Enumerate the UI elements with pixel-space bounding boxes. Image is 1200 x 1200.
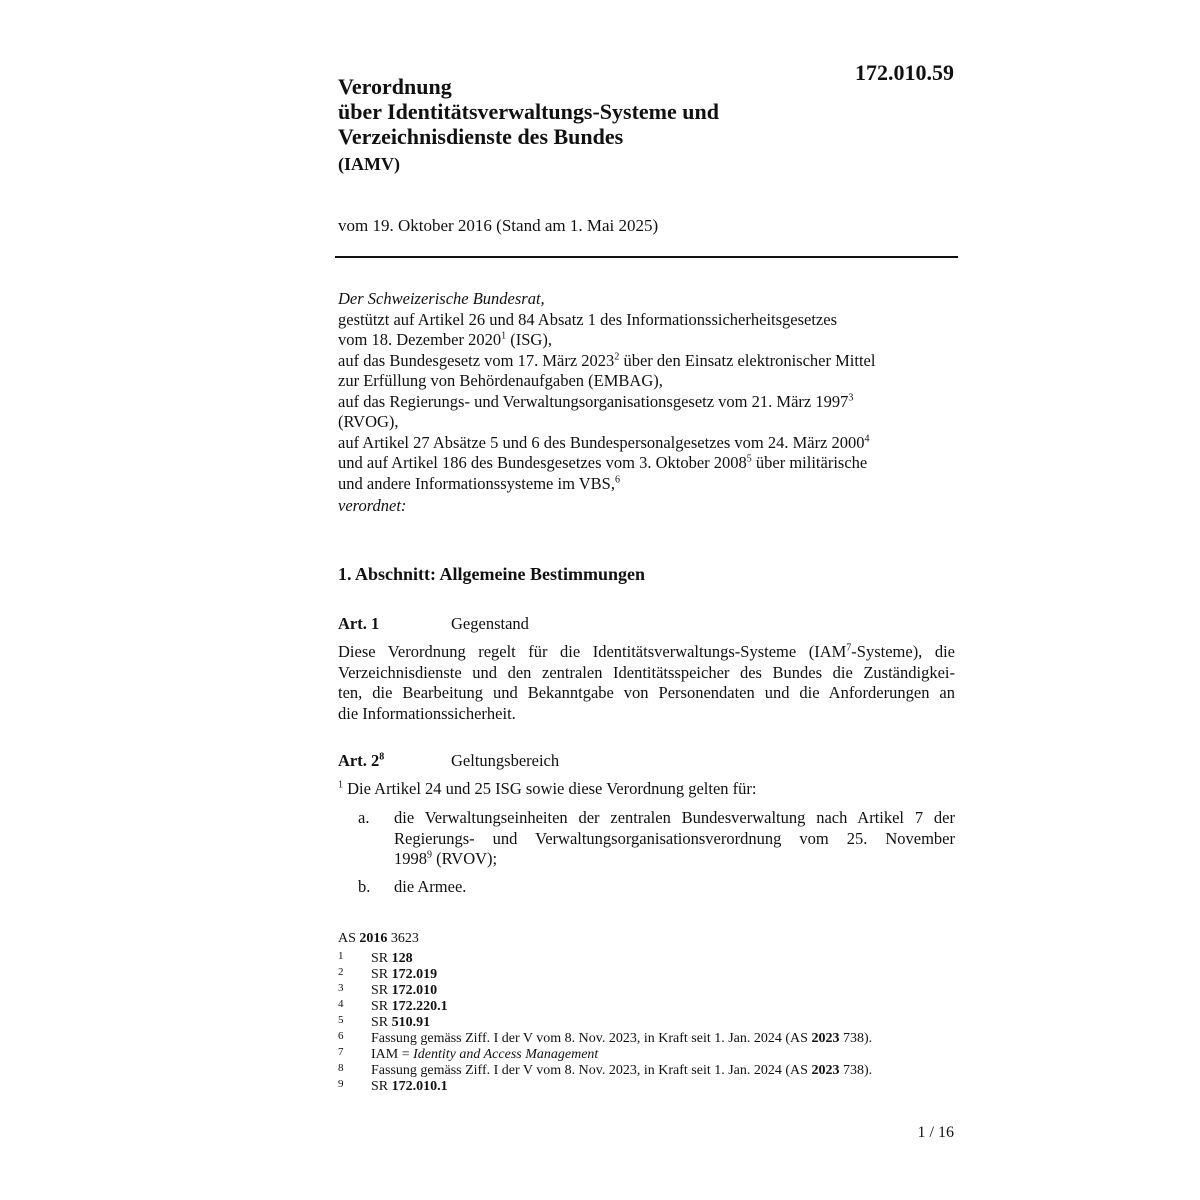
footnote-reference: 9 — [427, 849, 432, 861]
footnote-number: 4 — [338, 998, 344, 1010]
page-number: 1 / 16 — [917, 1124, 954, 1141]
footnote-number: 5 — [338, 1014, 344, 1026]
footnote — [338, 983, 958, 999]
footnote-reference: 2 — [614, 351, 620, 362]
list-item — [338, 808, 955, 870]
footnote — [338, 1031, 958, 1047]
list-item-line: Regierungs- und Verwaltungsorganisationsverordnung vom 25. November — [394, 828, 955, 848]
preamble-line: auf das Bundesgesetz vom 17. März 2023$^2$ über den Einsatz elektronischer Mittel — [338, 350, 876, 370]
document-abbreviation: (IAMV) — [338, 154, 400, 174]
document-title — [338, 74, 719, 149]
preamble-line: zur Erfüllung von Behördenaufgaben (EMBAG), — [338, 371, 663, 390]
official-collection-reference: AS 2016 3623 — [338, 931, 419, 946]
footnote — [338, 1015, 958, 1031]
list-letter: b. — [358, 877, 371, 896]
footnote-text: SR 128 — [371, 951, 413, 966]
list-item-text — [394, 877, 955, 898]
preamble-closing: verordnet: — [338, 496, 407, 515]
footnote-reference: 7 — [846, 642, 852, 654]
preamble-authority: Der Schweizerische Bundesrat, — [338, 289, 545, 308]
list-item-line: 1998$^9$ (RVOV); — [394, 849, 498, 868]
article-heading — [338, 751, 559, 771]
date-line: vom 19. Oktober 2016 (Stand am 1. Mai 2025) — [338, 216, 659, 235]
sr-number: 172.010.59 — [855, 60, 954, 85]
preamble-line: und auf Artikel 186 des Bundesgesetzes vom 3. Oktober 2008$^5$ über militärische — [338, 453, 868, 472]
footnote-reference: 5 — [746, 453, 752, 465]
footnote-text: SR 172.010 — [371, 983, 438, 998]
footnote-text: IAM = Identity and Access Management — [371, 1047, 599, 1062]
title-line: Verordnung — [338, 74, 452, 99]
section-heading: 1. Abschnitt: Allgemeine Bestimmungen — [338, 564, 646, 584]
footnote-text: SR 172.010.1 — [371, 1079, 448, 1094]
footnote-text: SR 172.019 — [371, 967, 438, 982]
footnote — [338, 951, 958, 967]
article-title: Gegenstand — [451, 614, 529, 633]
footnote-reference: 3 — [848, 392, 854, 403]
footnote-number: 6 — [338, 1030, 344, 1042]
preamble-line: und andere Informationssysteme im VBS,$^6$ — [338, 473, 620, 493]
article-paragraph: $^1$ Die Artikel 24 und 25 ISG sowie diese Verordnung gelten für: — [338, 779, 757, 798]
footnote — [338, 1063, 958, 1079]
paragraph-line: Diese Verordnung regelt für die Identitätsverwaltungs-Systeme (IAM$^7$-Systeme), die — [338, 642, 955, 661]
article-title: Geltungsbereich — [451, 751, 560, 770]
paragraph-line: Verzeichnisdienste und den zentralen Identitätsspeicher des Bundes die Zuständigkei- — [338, 662, 955, 682]
preamble-line: (RVOG), — [338, 412, 399, 431]
footnote-reference: 4 — [864, 433, 870, 444]
footnote-number: 3 — [338, 982, 344, 994]
title-line: über Identitätsverwaltungs-Systeme und — [338, 99, 719, 124]
footnote-number: 7 — [338, 1046, 344, 1058]
list-item — [338, 877, 955, 899]
footnote-text: Fassung gemäss Ziff. I der V vom 8. Nov. 2023, in Kraft seit 1. Jan. 2024 (AS 2023 738). — [371, 1063, 873, 1078]
footnote-number: 2 — [338, 966, 344, 978]
paragraph-line: die Informationssicherheit. — [338, 703, 516, 723]
preamble-lines — [338, 310, 875, 495]
preamble-line: auf das Regierungs- und Verwaltungsorganisationsgesetz vom 21. März 1997$^3$ — [338, 391, 854, 411]
list-item-line: die Armee. — [394, 877, 467, 896]
preamble — [338, 289, 875, 517]
preamble-line: gestützt auf Artikel 26 und 84 Absatz 1 des Informationssicherheitsgesetzes — [338, 309, 838, 329]
footnote-text: Fassung gemäss Ziff. I der V vom 8. Nov. 2023, in Kraft seit 1. Jan. 2024 (AS 2023 738). — [371, 1031, 873, 1046]
article-number: Art. $2^8$ — [338, 751, 385, 770]
footnote — [338, 1079, 958, 1095]
paragraph-number: 1 — [338, 779, 343, 791]
footnote-reference: 6 — [614, 474, 620, 485]
footnote-number: 1 — [338, 950, 344, 962]
footnote-text: SR 510.91 — [371, 1015, 431, 1030]
paragraph-line: ten, die Bearbeitung und Bekanntgabe von Personendaten und die Anforderungen an — [338, 683, 955, 702]
footnote-number: 9 — [338, 1078, 344, 1090]
article-paragraph — [338, 642, 955, 724]
article-heading — [338, 614, 529, 634]
footnote-number: 8 — [338, 1062, 344, 1074]
footnote — [338, 1047, 958, 1063]
preamble-line: auf Artikel 27 Absätze 5 und 6 des Bundespersonalgesetzes vom 24. März 2000$^4$ — [338, 432, 870, 452]
preamble-line: vom 18. Dezember 2020$^1$ (ISG), — [338, 330, 552, 349]
title-line: Verzeichnisdienste des Bundes — [338, 124, 624, 149]
article-number: Art. 1 — [338, 614, 380, 633]
footnote — [338, 999, 958, 1015]
footnote — [338, 967, 958, 983]
footnote-reference: 1 — [501, 330, 507, 342]
header-divider — [335, 256, 958, 258]
list-item-text — [394, 808, 955, 870]
list-letter: a. — [358, 808, 370, 827]
footnote-text: SR 172.220.1 — [371, 999, 448, 1014]
list-item-line: die Verwaltungseinheiten der zentralen Bundesverwaltung nach Artikel 7 der — [394, 808, 955, 827]
